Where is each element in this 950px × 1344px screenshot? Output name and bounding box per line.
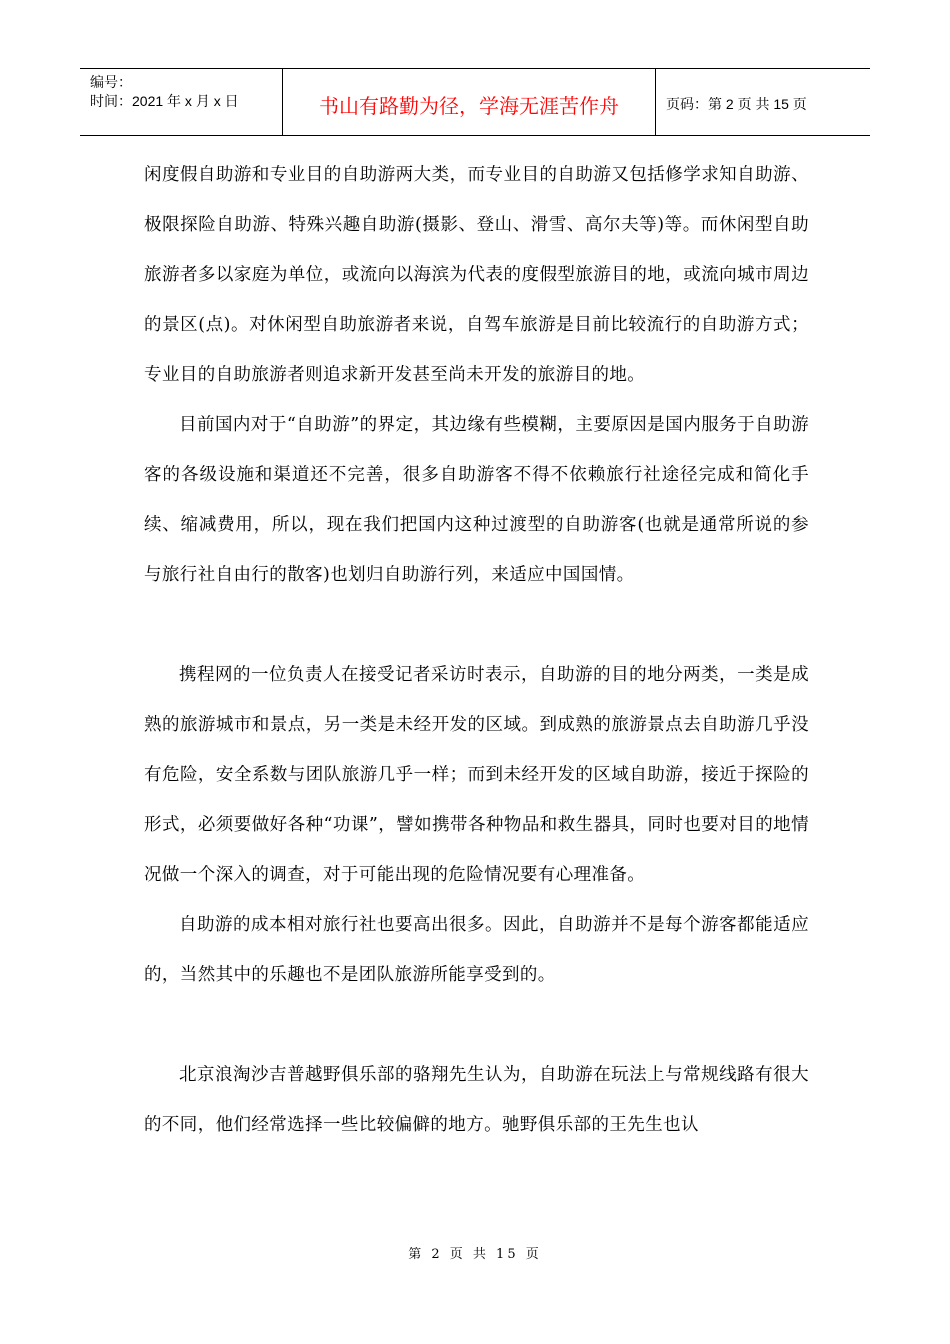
document-time-label: 时间：2021 年 x 月 x 日 [90,93,239,109]
paragraph-4: 自助游的成本相对旅行社也要高出很多。因此，自助游并不是每个游客都能适应的，当然其中的乐趣也不是团队旅游所能享受到的。 [144,915,809,985]
header-motto: 书山有路勤为径，学海无涯苦作舟 [283,69,656,135]
paragraph-2: 目前国内对于“自助游”的界定，其边缘有些模糊，主要原因是国内服务于自助游客的各级设施和渠道还不完善，很多自助游客不得不依赖旅行社途径完成和简化手续、缩减费用，所以，现在我们把国内这种过渡型的自助游客(也就是通常所说的参与旅行社自由行的散客)也划归自助游行列，来适应中国国情。 [144,415,809,585]
header-info-cell [80,69,283,135]
page-footer: 第 2 页 共 15 页 [408,1247,542,1262]
header-table [80,68,870,136]
paragraph-spacer [144,600,809,650]
paragraph-1: 闲度假自助游和专业目的自助游两大类，而专业目的自助游又包括修学求知自助游、极限探险自助游、特殊兴趣自助游(摄影、登山、滑雪、高尔夫等)等。而休闲型自助旅游者多以家庭为单位，或流向以海滨为代表的度假型旅游目的地，或流向城市周边的景区(点)。对休闲型自助旅游者来说，自驾车旅游是目前比较流行的自助游方式；专业目的自助旅游者则追求新开发甚至尚未开发的旅游目的地。 [144,165,809,385]
document-number-label: 编号： [90,74,132,90]
header-page-label: 页码：第 2 页 共 15 页 [666,96,807,112]
document-body [144,150,809,1150]
paragraph-3: 携程网的一位负责人在接受记者采访时表示，自助游的目的地分两类，一类是成熟的旅游城市和景点，另一类是未经开发的区域。到成熟的旅游景点去自助游几乎没有危险，安全系数与团队旅游几乎一样；而到未经开发的区域自助游，接近于探险的形式，必须要做好各种“功课”，譬如携带各种物品和救生器具，同时也要对目的地情况做一个深入的调查，对于可能出现的危险情况要有心理准备。 [144,665,809,885]
paragraph-spacer [144,1000,809,1050]
paragraph-5: 北京浪淘沙吉普越野俱乐部的骆翔先生认为，自助游在玩法上与常规线路有很大的不同，他们经常选择一些比较偏僻的地方。驰野俱乐部的王先生也认 [144,1065,809,1135]
